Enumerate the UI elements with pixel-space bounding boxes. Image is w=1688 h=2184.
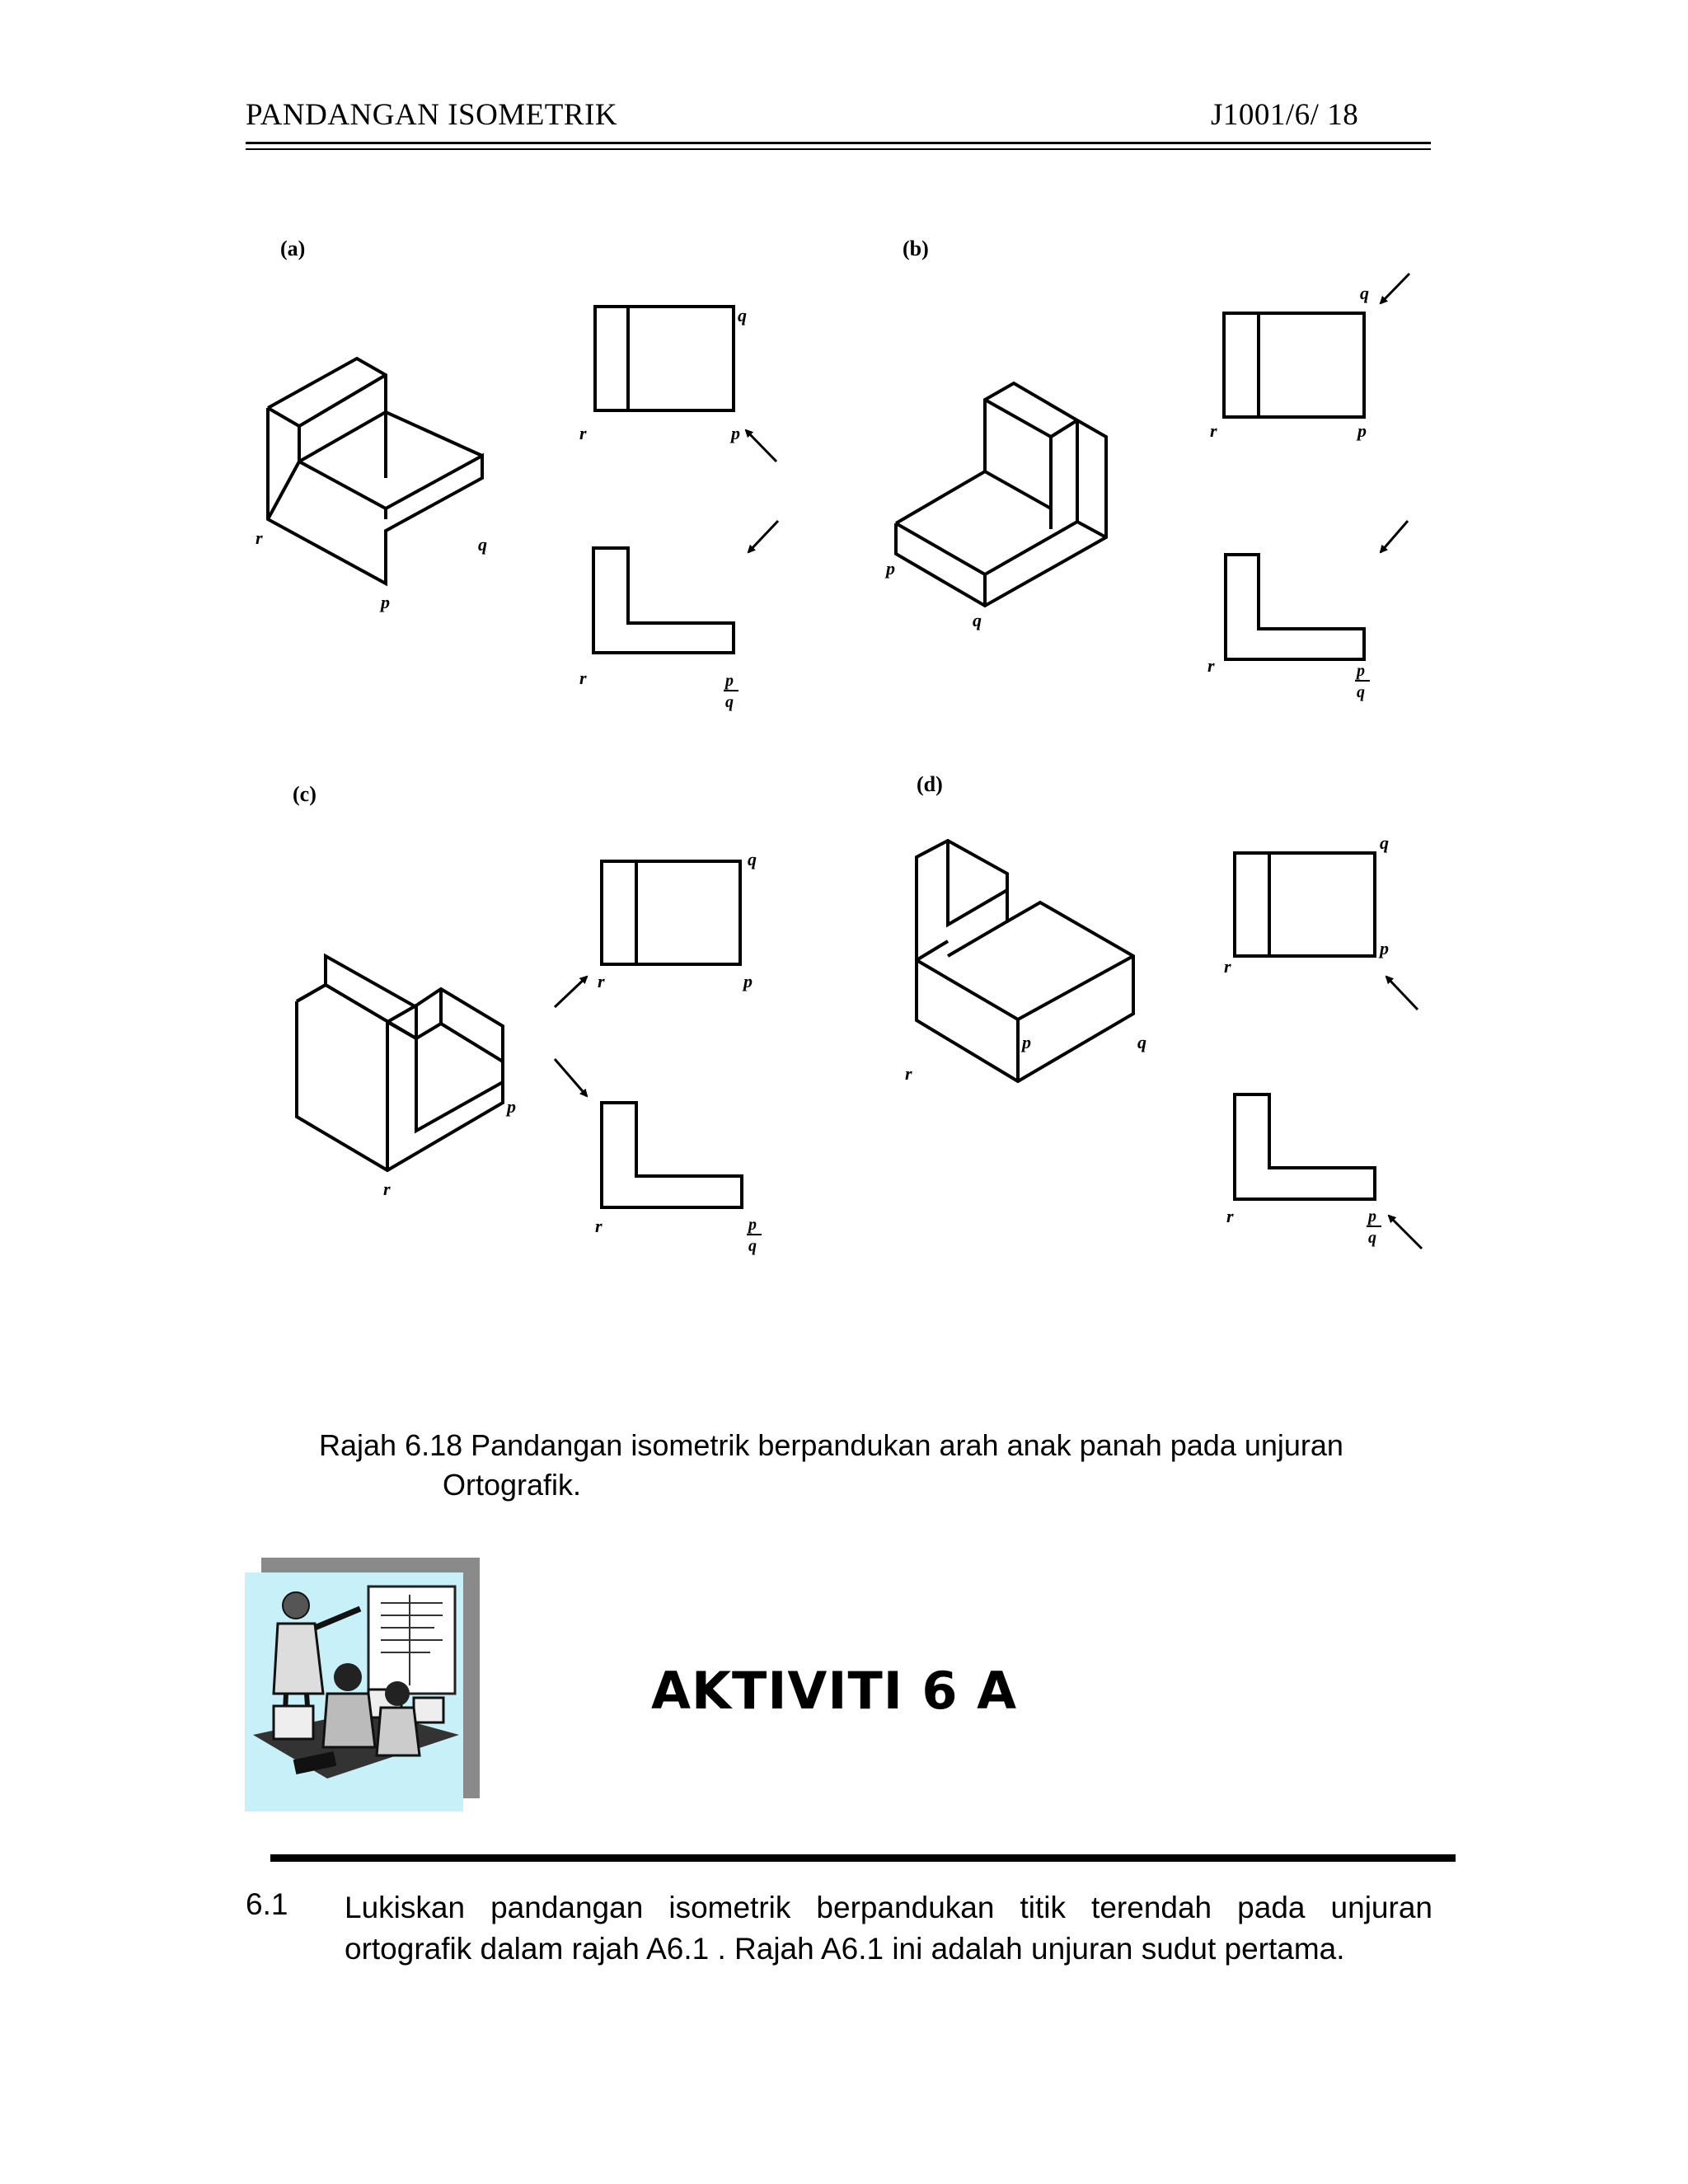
running-header-page-code: J1001/6/ 18 xyxy=(1211,98,1359,132)
point-label-p: p xyxy=(381,592,390,612)
point-label-r: r xyxy=(598,971,605,991)
isometric-b xyxy=(896,383,1106,606)
point-label-r: r xyxy=(383,1179,391,1199)
question-text: Lukiskan pandangan isometrik berpandukan titik terendah pada unjuran ortografik dalam rajah A6.1 . Rajah A6.1 ini adalah unjuran sudut pertama. xyxy=(345,1891,1432,1966)
caption-line-1: Rajah 6.18 Pandangan isometrik berpandukan arah anak panah pada unjuran xyxy=(319,1428,1343,1462)
point-label-q: q xyxy=(748,849,757,869)
point-label-r: r xyxy=(1226,1206,1234,1226)
question-number: 6.1 xyxy=(246,1887,288,1921)
orthographic-c xyxy=(555,861,742,1207)
point-label-q: q xyxy=(1360,283,1369,303)
point-label-q: q xyxy=(1380,832,1389,853)
point-label-q: q xyxy=(1368,1229,1376,1247)
isometric-a xyxy=(268,359,482,583)
point-label-r: r xyxy=(256,527,263,548)
caption-line-2: Ortografik. xyxy=(443,1468,582,1502)
point-label-q: q xyxy=(1137,1032,1146,1052)
orthographic-a xyxy=(593,307,778,653)
panel-label-b: (b) xyxy=(903,237,929,260)
point-label-p: p xyxy=(1357,420,1367,441)
point-label-q: q xyxy=(1357,683,1365,701)
panel-a xyxy=(256,237,778,711)
point-label-r: r xyxy=(1207,655,1215,676)
point-label-p: p xyxy=(1022,1032,1031,1052)
header-rule-top xyxy=(246,142,1431,144)
point-label-p: p xyxy=(1357,662,1365,680)
isometric-c xyxy=(297,956,503,1170)
panel-label-c: (c) xyxy=(293,782,316,806)
isometric-figure xyxy=(239,214,1459,1302)
panel-label-a: (a) xyxy=(280,237,306,260)
point-label-p: p xyxy=(725,672,734,690)
orthographic-b xyxy=(1224,274,1409,659)
point-label-r: r xyxy=(579,668,587,688)
figure-caption xyxy=(319,1426,1343,1505)
panel-b xyxy=(884,237,1409,701)
section-divider xyxy=(270,1854,1456,1862)
point-label-r: r xyxy=(579,423,587,443)
point-label-q: q xyxy=(748,1237,757,1255)
point-label-p: p xyxy=(1368,1207,1376,1226)
classroom-illustration xyxy=(245,1558,484,1811)
point-label-p: p xyxy=(748,1216,757,1234)
point-label-p: p xyxy=(507,1096,516,1117)
point-label-r: r xyxy=(905,1063,912,1084)
orthographic-d xyxy=(1235,853,1422,1249)
point-label-q: q xyxy=(478,534,487,555)
panel-label-d: (d) xyxy=(917,772,943,796)
activity-title: AKTIVITI 6 A xyxy=(651,1661,1018,1721)
point-label-p: p xyxy=(743,971,753,991)
point-label-p: p xyxy=(731,423,740,443)
panel-d xyxy=(905,772,1422,1249)
point-label-q: q xyxy=(738,305,747,326)
point-label-r: r xyxy=(595,1216,603,1236)
point-label-r: r xyxy=(1210,420,1217,441)
point-label-p: p xyxy=(886,558,895,579)
point-label-r: r xyxy=(1224,956,1231,977)
header-rule-bottom xyxy=(246,148,1431,150)
panel-c xyxy=(293,782,762,1255)
point-label-p: p xyxy=(1380,938,1389,958)
point-label-q: q xyxy=(973,610,982,630)
running-header-title: PANDANGAN ISOMETRIK xyxy=(246,98,618,132)
point-label-q: q xyxy=(725,693,734,711)
